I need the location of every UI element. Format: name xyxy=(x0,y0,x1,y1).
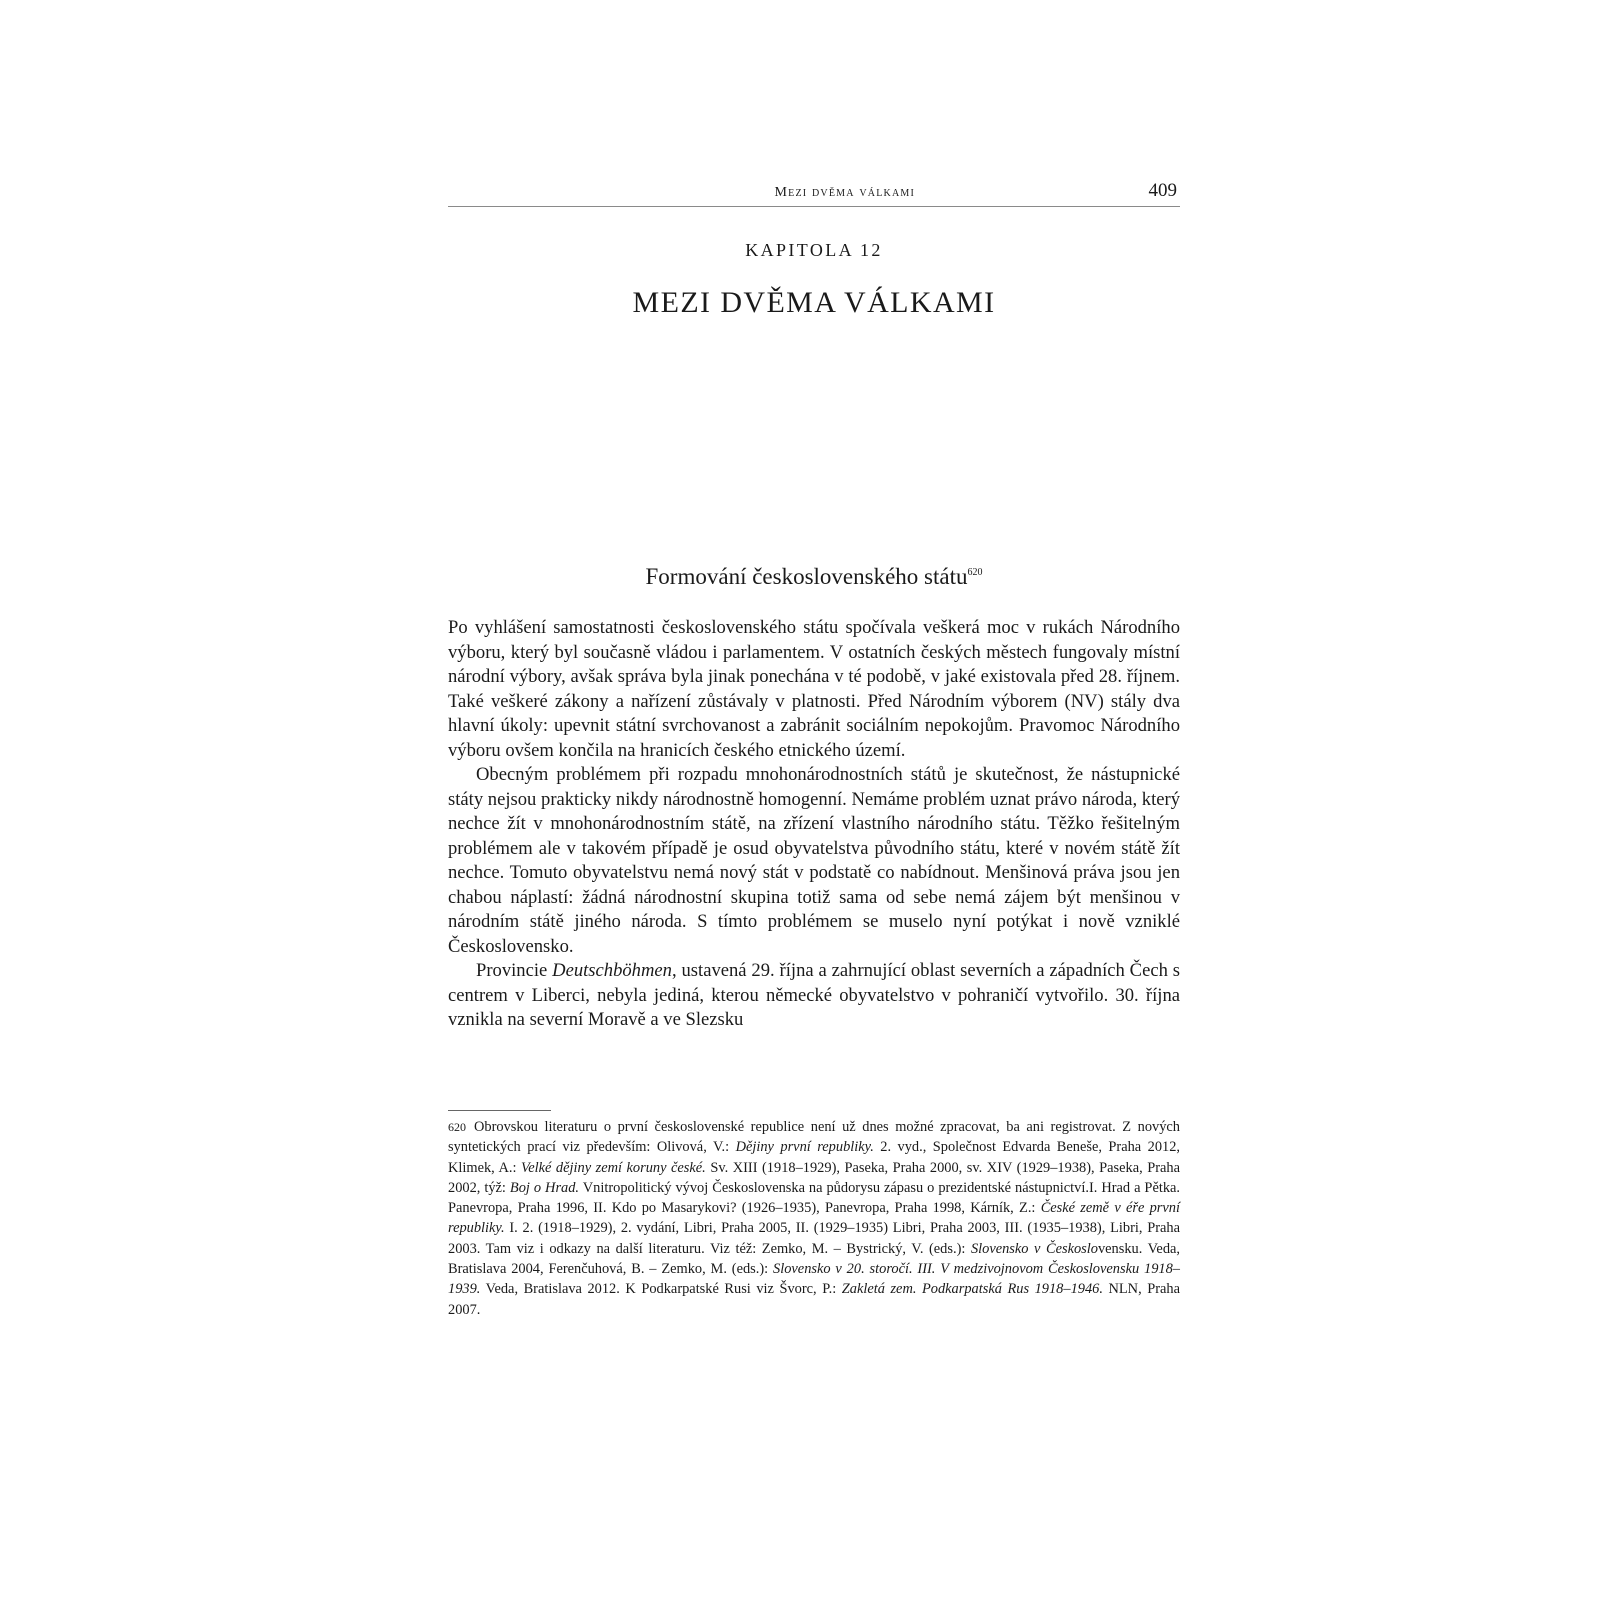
paragraph-1: Po vyhlášení samostatnosti československého státu spočívala veškerá moc v rukách Národního výboru, který byl současně vládou i parlamentem. V ostatních českých městech fungovaly místní národní výbory, avšak správa byla jinak ponechána v té podobě, v jaké existovala před 28. říjnem. Také veškeré zákony a nařízení zůstávaly v platnosti. Před Národním výborem (NV) stály dva hlavní úkoly: upevnit státní svrchovanost a zabránit sociálním nepokojům. Pravomoc Národního výboru ovšem končila na hranicích českého etnického území. xyxy=(448,617,1180,761)
chapter-title: MEZI DVĚMA VÁLKAMI xyxy=(632,286,996,319)
footnote-segment: Sv. XIII (1918–1929), Paseka, Praha 2000, sv. XIV (1929–1938), Paseka, Praha 2002, týž: xyxy=(448,1159,1180,1196)
footnote-segment: 2. vyd., Společnost Edvarda Beneše, Praha 2012, Klimek, A.: xyxy=(448,1139,1180,1176)
section-heading xyxy=(448,564,1180,590)
footnote-segment: Obrovskou literaturu o první československé republice není už dnes možné zpracovat, ba ani registrovat. Z nových syntetických prací viz především: Olivová, V.: xyxy=(448,1119,1180,1156)
paragraph-3 xyxy=(448,959,1180,1033)
footnote-text xyxy=(448,1119,1180,1318)
italic-term: Deutschböhmen xyxy=(552,960,672,981)
chapter-label: KAPITOLA 12 xyxy=(745,240,883,260)
paragraph-3-rest: , ustavená 29. října a zahrnující oblast severních a západních Čech s centrem v Liberci, nebyla jediná, kterou německé obyvatelstvo v pohraničí vytvořilo. 30. října vznikla na severní Moravě a ve Slezsku xyxy=(448,960,1180,1030)
footnote-segment: Veda, Bratislava 2012. K Podkarpatské Rusi viz Švorc, P.: xyxy=(480,1281,842,1298)
body-text xyxy=(448,616,1180,1033)
running-header xyxy=(448,178,1180,207)
footnote-italic-title: Velké dějiny zemí koruny české. xyxy=(521,1159,706,1176)
running-title: Mezi dvěma válkami xyxy=(774,185,915,200)
footnote-italic-title: Slovensko v 20. storočí. III. V medzivojnovom Československu 1918–1939. xyxy=(448,1261,1180,1298)
footnote-italic-title: Boj o Hrad. xyxy=(509,1179,580,1196)
footnote-italic-title: Slovensko v Českoslo xyxy=(970,1240,1098,1257)
footnote-segment: vensku. Veda, Bratislava 2004, Ferenčuhová, B. – Zemko, M. (eds.): xyxy=(448,1240,1181,1278)
paragraph-2: Obecným problémem při rozpadu mnohonárodnostních států je skutečnost, že nástupnické státy nejsou prakticky nikdy národnostně homogenní. Nemáme problém uznat právo národa, který nechce žít v mnohonárodnostním státě, na zřízení vlastního národního státu. Těžko řešitelným problémem ale v takovém případě je osud obyvatelstva původního státu, které v novém státě žít nechce. Tomuto obyvatelstvu nemá nový stát v podstatě co nabídnout. Menšinová práva jsou jen chabou náplastí: žádná národnostní skupina totiž sama od sebe nemá zájem být menšinou v národním státě jiného národa. S tímto problémem se muselo nyní potýkat i nově vzniklé Československo. xyxy=(448,764,1180,957)
footnote-italic-title: Dějiny první republiky. xyxy=(735,1139,874,1156)
page-number: 409 xyxy=(1148,180,1177,201)
footnote-segment: Vnitropolitický vývoj Československa na půdorysu zápasu o prezidentské nástupnictví.I. Hrad a Pětka. Panevropa, Praha 1996, II. Kdo po Masarykovi? (1926–1935), Panevropa, Praha 1998, Kárník, Z.: xyxy=(448,1179,1181,1217)
footnote-segment: I. 2. (1918–1929), 2. vydání, Libri, Praha 2005, II. (1929–1935) Libri, Praha 2003, III. (1935–1938), Libri, Praha 2003. Tam viz i odkazy na další literaturu. Viz též: Zemko, M. – Bystrický, V. (eds.): xyxy=(448,1220,1180,1257)
footnote-segment: NLN, Praha 2007. xyxy=(448,1281,1180,1318)
footnote-italic-title: České země v éře první republiky. xyxy=(448,1200,1180,1237)
paragraph-3-start: Provincie xyxy=(476,960,553,981)
footnote-number: 620 xyxy=(448,1120,466,1134)
footnote-italic-title: Zakletá zem. Podkarpatská Rus 1918–1946. xyxy=(841,1281,1103,1298)
footnote-reference: 620 xyxy=(967,567,983,578)
footnote-separator xyxy=(448,1110,551,1111)
section-heading-text: Formování československého státu xyxy=(645,564,968,589)
footnote xyxy=(448,1117,1180,1320)
